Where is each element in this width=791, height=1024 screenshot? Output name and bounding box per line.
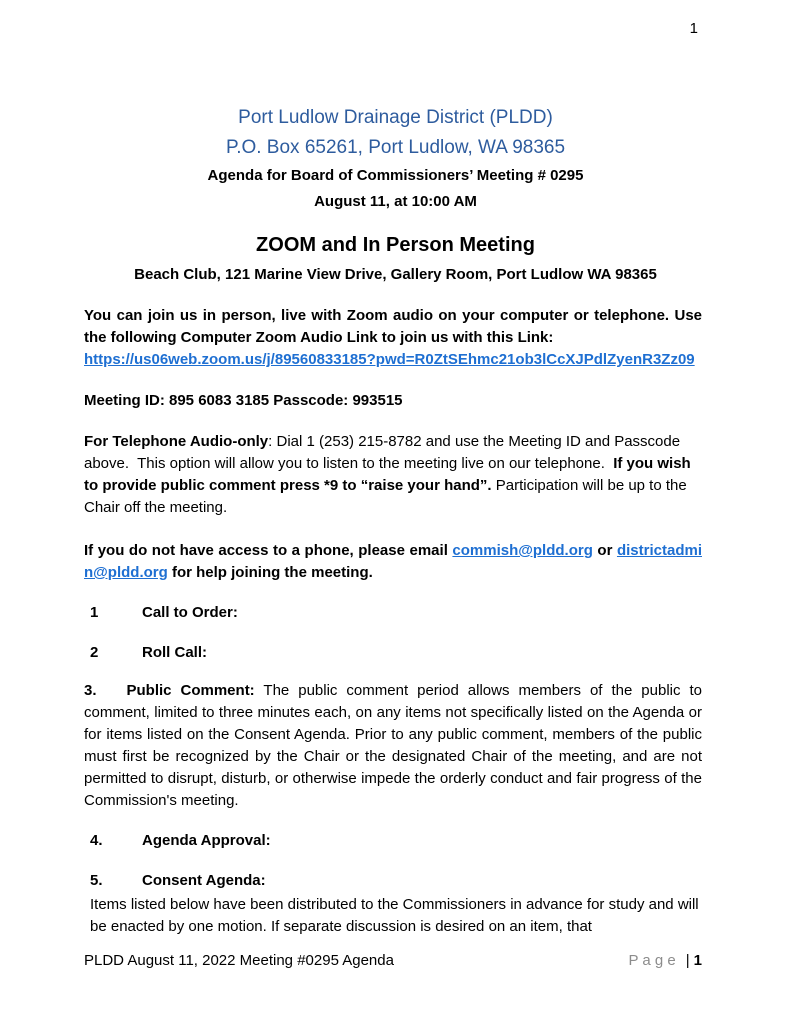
agenda-item-roll-call [84, 642, 702, 664]
telephone-closing-text: Participation will be up to the Chair off the meeting. [84, 477, 691, 516]
agenda-item-number: 2 [90, 644, 99, 661]
meeting-location: Beach Club, 121 Marine View Drive, Gallery Room, Port Ludlow WA 98365 [134, 266, 657, 283]
org-address: P.O. Box 65261, Port Ludlow, WA 98365 [225, 137, 566, 158]
footer-page-number: 1 [693, 952, 702, 969]
consent-agenda-description: Items listed below have been distributed to the Commissioners in advance for study and will be enacted by one motion. If separate discussion is desired on an item, that [90, 896, 699, 935]
footer-page-word: P a g e [628, 952, 676, 969]
zoom-meeting-link[interactable]: https://us06web.zoom.us/j/89560833185?pwd=R0ZtSEhmc21ob3lCcXJPdlZyenR3Zz09 [84, 351, 695, 368]
telephone-dial-text: : Dial 1 (253) 215-8782 and use the Meeting ID and Passcode above. This option will allow you to listen to the meeting live on our telephone. [84, 433, 685, 472]
agenda-item-body: The public comment period allows members of the public to comment, limited to three minutes each, on any items not specifically listed on the Agenda or for items listed on the Consent Agenda. Prior to any public comment, members of the public must first be recognized by the Chair or the designated Chair of the meeting, and are not permitted to disrupt, disturb, or otherwise impede the orderly conduct and fair progress of the Commission's meeting. [84, 682, 702, 809]
agenda-item-number: 4. [90, 832, 103, 849]
top-right-page-number: 1 [689, 20, 698, 37]
agenda-item-number: 1 [90, 604, 99, 621]
agenda-item-number: 5. [90, 872, 103, 889]
document-body [0, 305, 791, 938]
email-help-text-2: or [592, 542, 617, 559]
meeting-id-passcode: Meeting ID: 895 6083 3185 Passcode: 993515 [84, 392, 403, 409]
telephone-instructions [84, 431, 702, 519]
zoom-link-line [84, 349, 702, 371]
agenda-item-call-to-order [84, 602, 702, 624]
footer-left-text: PLDD August 11, 2022 Meeting #0295 Agenda [84, 952, 394, 969]
meeting-datetime: August 11, at 10:00 AM [314, 193, 477, 210]
agenda-item-agenda-approval [84, 830, 702, 852]
agenda-item-title: Public Comment: [126, 682, 255, 699]
document-footer [84, 952, 702, 969]
agenda-item-title: Call to Order: [142, 604, 238, 621]
email-help-text-3: for help joining the meeting. [167, 564, 373, 581]
telephone-raise-hand-text: If you wish to provide public comment press *9 to “raise your hand”. [84, 455, 695, 494]
districtadmin-email-link[interactable]: districtadmin@pldd.org [84, 542, 702, 581]
agenda-title: Agenda for Board of Commissioners’ Meeting # 0295 [207, 167, 584, 184]
meeting-type-heading: ZOOM and In Person Meeting [256, 234, 535, 256]
org-name: Port Ludlow Drainage District (PLDD) [238, 107, 553, 128]
agenda-item-public-comment [84, 680, 702, 812]
commish-email-link[interactable]: commish@pldd.org [452, 542, 593, 559]
footer-page-indicator [628, 952, 702, 969]
agenda-item-title: Agenda Approval: [142, 832, 271, 849]
agenda-item-title: Roll Call: [142, 644, 208, 661]
email-help-text-1: If you do not have access to a phone, please email [84, 542, 453, 559]
document-header [0, 0, 791, 288]
agenda-item-title: Consent Agenda: [142, 872, 266, 889]
email-help-paragraph [84, 540, 702, 584]
agenda-item-number: 3. [84, 682, 97, 699]
telephone-lead: For Telephone Audio-only [84, 433, 269, 450]
join-instructions: You can join us in person, live with Zoom audio on your computer or telephone. Use the following Computer Zoom Audio Link to join us with this Link: [84, 307, 702, 346]
footer-page-separator: | [685, 952, 690, 969]
agenda-item-consent-agenda [84, 870, 702, 892]
